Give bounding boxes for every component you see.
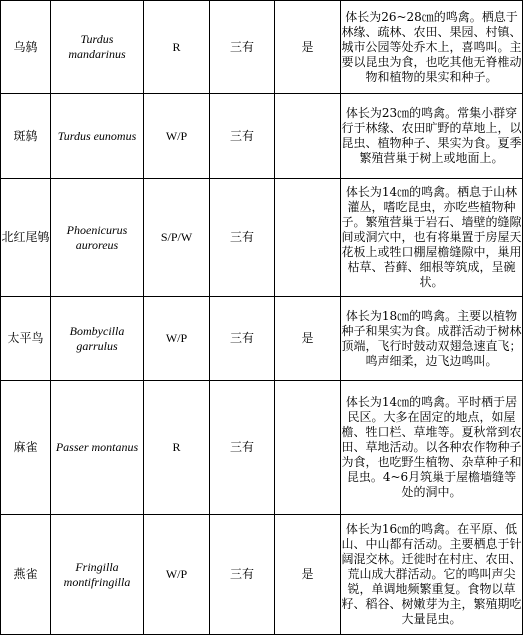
species-name-cell: 燕雀 <box>1 515 51 635</box>
protection-cell: 三有 <box>210 179 275 297</box>
table-row <box>1 515 523 635</box>
description-cell <box>341 94 523 179</box>
extra-flag-cell <box>275 381 341 515</box>
description-cell <box>341 1 523 94</box>
species-name-cell: 麻雀 <box>1 381 51 515</box>
table-row <box>1 94 523 179</box>
extra-flag-cell <box>275 94 341 179</box>
protection-cell: 三有 <box>210 381 275 515</box>
description-cell <box>341 515 523 635</box>
residency-cell: W/P <box>144 297 210 381</box>
table-row <box>1 179 523 297</box>
residency-cell: W/P <box>144 515 210 635</box>
protection-cell: 三有 <box>210 1 275 94</box>
residency-cell: R <box>144 1 210 94</box>
extra-flag-cell <box>275 179 341 297</box>
description-cell <box>341 179 523 297</box>
description-cell <box>341 297 523 381</box>
scientific-name-cell: Phoenicurus auroreus <box>51 179 144 297</box>
residency-cell: R <box>144 381 210 515</box>
protection-cell: 三有 <box>210 515 275 635</box>
table-row <box>1 1 523 94</box>
extra-flag-cell: 是 <box>275 1 341 94</box>
scientific-name-cell: Turdus mandarinus <box>51 1 144 94</box>
scientific-name-cell: Turdus eunomus <box>51 94 144 179</box>
description-cell <box>341 381 523 515</box>
protection-cell: 三有 <box>210 94 275 179</box>
scientific-name-cell: Bombycilla garrulus <box>51 297 144 381</box>
description-text: 体长为26~28㎝的鸣禽。栖息于林缘、疏林、农田、果园、村镇、城市公园等处乔木上，喜鸣叫。主要以昆虫为食，也吃其他无脊椎动物和植物的果实和种子。 <box>341 9 522 84</box>
description-text: 体长为16㎝的鸣禽。在平原、低山、中山都有活动。主要栖息于针阔混交林。迁徙时在村庄、农田、荒山成大群活动。它的鸣叫声尖锐，单调地频繁重复。食物以草籽、稻谷、树嫩芽为主，繁殖期吃大量昆虫。 <box>341 522 522 626</box>
species-name-cell: 斑鸫 <box>1 94 51 179</box>
description-text: 体长为14㎝的鸣禽。平时栖于居民区。大多在固定的地点，如屋檐、牲口栏、草堆等。夏秋常到农田、草地活动。以各种农作物种子为食，也吃野生植物、杂草种子和昆虫。4~6月筑巢于屋檐墙缝等处的洞中。 <box>341 395 522 499</box>
residency-cell: W/P <box>144 94 210 179</box>
species-name-cell: 乌鸫 <box>1 1 51 94</box>
description-text: 体长为23㎝的鸣禽。常集小群穿行于林缘、农田旷野的草地上，以昆虫、植物种子、果实为食。夏季繁殖营巢于树上或地面上。 <box>341 106 522 165</box>
table-row <box>1 297 523 381</box>
extra-flag-cell: 是 <box>275 297 341 381</box>
description-text: 体长为18㎝的鸣禽。主要以植物种子和果实为食。成群活动于树林顶端，飞行时鼓动双翅急速直飞；鸣声细柔，边飞边鸣叫。 <box>341 308 522 368</box>
table-row <box>1 381 523 515</box>
scientific-name-cell: Passer montanus <box>51 381 144 515</box>
species-name-cell: 北红尾鸲 <box>1 179 51 297</box>
protection-cell: 三有 <box>210 297 275 381</box>
residency-cell: S/P/W <box>144 179 210 297</box>
description-text: 体长为14㎝的鸣禽。栖息于山林灌丛，嗜吃昆虫，亦吃些植物种子。繁殖营巢于岩石、墙壁的缝隙间或洞穴中，也有将巢置于房屋天花板上或牲口棚屋檐缝隙中，巢用枯草、苔藓、细根等筑成，呈碗状。 <box>341 185 522 289</box>
scientific-name-cell: Fringilla montifringilla <box>51 515 144 635</box>
species-name-cell: 太平鸟 <box>1 297 51 381</box>
extra-flag-cell: 是 <box>275 515 341 635</box>
